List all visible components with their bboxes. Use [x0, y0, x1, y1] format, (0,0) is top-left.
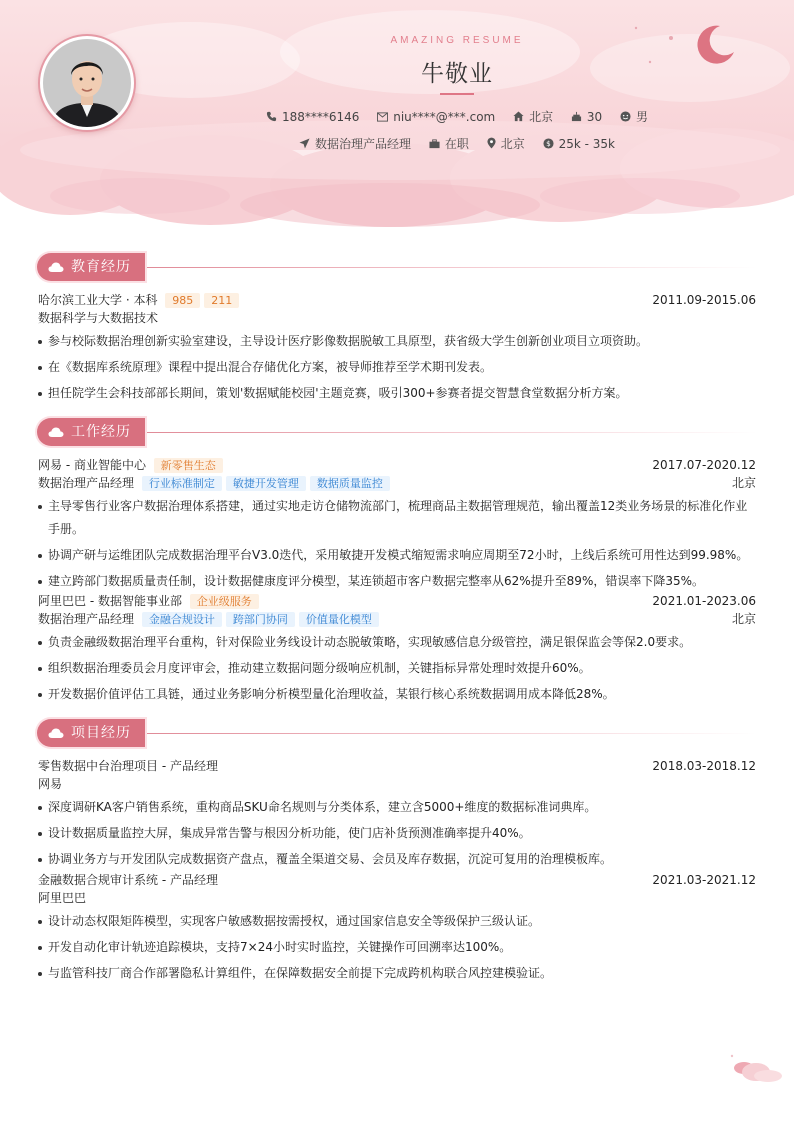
work-period: 2017.07-2020.12 — [652, 458, 756, 472]
bullet-item: 与监管科技厂商合作部署隐私计算组件，在保障数据安全前提下完成跨机构联合风控建模验证。 — [38, 962, 756, 985]
email-value: niu****@***.com — [393, 110, 496, 124]
skill-tag: 跨部门协同 — [226, 612, 295, 627]
cloud-icon — [48, 262, 64, 272]
section-title: 项目经历 — [71, 725, 131, 741]
education-bullets — [38, 330, 756, 405]
project-entry — [38, 871, 756, 985]
resume-header — [0, 0, 794, 232]
company-name: 网易 - 商业智能中心 — [38, 458, 146, 472]
smile-icon — [620, 111, 631, 122]
work-bullets — [38, 631, 756, 706]
section-work-header — [37, 418, 757, 448]
candidate-name: 牛敬业 — [421, 61, 493, 87]
bullet-item: 组织数据治理委员会月度评审会，推动建立数据问题分级响应机制，关键指标异常处理时效提升60%。 — [38, 657, 756, 680]
project-period: 2021.03-2021.12 — [652, 873, 756, 887]
city-item — [513, 108, 553, 125]
skill-tag: 价值量化模型 — [299, 612, 379, 627]
work-entry — [38, 456, 756, 593]
project-org-row — [38, 775, 756, 793]
section-title: 工作经历 — [71, 424, 131, 440]
skill-tag: 敏捷开发管理 — [226, 476, 306, 491]
project-period: 2018.03-2018.12 — [652, 759, 756, 773]
project-title-row — [38, 871, 756, 889]
cake-icon — [571, 111, 582, 122]
section-divider — [147, 733, 757, 734]
section-projects-header — [37, 719, 757, 749]
bullet-item: 在《数据库系统原理》课程中提出混合存储优化方案，被导师推荐至学术期刊发表。 — [38, 356, 756, 379]
svg-text:$: $ — [545, 139, 551, 149]
salary-value: 25k - 35k — [558, 137, 615, 151]
status-value: 在职 — [444, 137, 469, 151]
section-pill — [37, 253, 145, 281]
section-divider — [147, 267, 757, 268]
cloud-icon — [48, 427, 64, 437]
section-pill — [37, 418, 145, 446]
mail-icon — [377, 112, 388, 122]
home-icon — [513, 111, 524, 122]
project-bullets — [38, 796, 756, 871]
education-entry — [38, 291, 756, 405]
industry-tag: 新零售生态 — [154, 458, 223, 473]
job-intention-row — [0, 135, 794, 152]
bullet-item: 建立跨部门数据质量责任制，设计数据健康度评分模型，某连锁超市客户数据完整率从62%提升至89%，错误率下降35%。 — [38, 570, 756, 593]
phone-icon — [266, 111, 277, 122]
status-item — [429, 135, 469, 152]
project-title: 零售数据中台治理项目 - 产品经理 — [38, 759, 218, 773]
skill-tag: 金融合规设计 — [142, 612, 222, 627]
bullet-item: 深度调研KA客户销售系统，重构商品SKU命名规则与分类体系，建立含5000+维度的数据标准词典库。 — [38, 796, 756, 819]
salary-item — [543, 137, 615, 151]
phone-item — [266, 110, 359, 124]
project-entry — [38, 757, 756, 871]
project-title-row — [38, 757, 756, 775]
money-icon — [543, 138, 554, 149]
contact-info-row — [0, 108, 794, 125]
section-pill — [37, 719, 145, 747]
project-org: 阿里巴巴 — [38, 891, 87, 905]
email-item — [377, 110, 495, 124]
role: 数据治理产品经理 — [38, 476, 135, 490]
target-city-value: 北京 — [500, 137, 525, 151]
skill-tag: 行业标准制定 — [142, 476, 222, 491]
bullet-item: 参与校际数据治理创新实验室建设，主导设计医疗影像数据脱敏工具原型，获省级大学生创新创业项目立项资助。 — [38, 330, 756, 353]
major: 数据科学与大数据技术 — [38, 311, 159, 325]
decorative-cloud-icon — [728, 1054, 784, 1086]
target-city-item — [487, 135, 525, 152]
company-name: 阿里巴巴 - 数据智能事业部 — [38, 594, 182, 608]
send-icon — [299, 138, 310, 149]
briefcase-icon — [429, 139, 440, 149]
education-school-row — [38, 291, 756, 309]
education-major-row — [38, 309, 756, 327]
bullet-item: 负责金融级数据治理平台重构，针对保险业务线设计动态脱敏策略，实现敏感信息分级管控，满足银保监会等保2.0要求。 — [38, 631, 756, 654]
cloud-icon — [48, 728, 64, 738]
industry-tag: 企业级服务 — [190, 594, 259, 609]
work-company-row — [38, 456, 756, 474]
name-underline — [440, 93, 474, 95]
project-title: 金融数据合规审计系统 - 产品经理 — [38, 873, 218, 887]
work-role-row — [38, 474, 756, 492]
education-period: 2011.09-2015.06 — [652, 293, 756, 307]
bullet-item: 协调产研与运维团队完成数据治理平台V3.0迭代，采用敏捷开发模式缩短需求响应周期至72小时，上线后系统可用性达到99.98%。 — [38, 544, 756, 567]
project-org-row — [38, 889, 756, 907]
gender-item — [620, 108, 648, 125]
target-position-item — [299, 135, 411, 152]
phone-value: 188****6146 — [281, 110, 360, 124]
resume-subtitle: AMAZING RESUME — [390, 35, 524, 46]
bullet-item: 协调业务方与开发团队完成数据资产盘点，覆盖全渠道交易、会员及库存数据，沉淀可复用的治理模板库。 — [38, 848, 756, 871]
city-value: 北京 — [529, 110, 554, 124]
school-tag: 985 — [165, 293, 200, 308]
project-bullets — [38, 910, 756, 985]
skill-tag: 数据质量监控 — [310, 476, 390, 491]
target-position-value: 数据治理产品经理 — [315, 137, 412, 151]
project-org: 网易 — [38, 777, 63, 791]
section-title: 教育经历 — [71, 259, 131, 275]
work-location: 北京 — [731, 476, 756, 490]
bullet-item: 主导零售行业客户数据治理体系搭建，通过实地走访仓储物流部门，梳理商品主数据管理规范，输出覆盖12类业务场景的标准化作业手册。 — [38, 495, 756, 541]
work-location: 北京 — [731, 612, 756, 626]
location-pin-icon — [487, 137, 496, 149]
bullet-item: 开发自动化审计轨迹追踪模块，支持7×24小时实时监控，关键操作可回溯率达100%。 — [38, 936, 756, 959]
bullet-item: 开发数据价值评估工具链，通过业务影响分析模型量化治理收益，某银行核心系统数据调用成本降低28%。 — [38, 683, 756, 706]
role: 数据治理产品经理 — [38, 612, 135, 626]
work-bullets — [38, 495, 756, 593]
work-entry — [38, 592, 756, 706]
bullet-item: 担任院学生会科技部部长期间，策划'数据赋能校园'主题竞赛，吸引300+参赛者提交智慧食堂数据分析方案。 — [38, 382, 756, 405]
school-name: 哈尔滨工业大学 · 本科 — [38, 293, 158, 307]
age-item — [571, 110, 602, 124]
age-value: 30 — [586, 110, 603, 124]
work-role-row — [38, 610, 756, 628]
section-education-header — [37, 253, 757, 283]
school-tag: 211 — [204, 293, 239, 308]
bullet-item: 设计动态权限矩阵模型，实现客户敏感数据按需授权，通过国家信息安全等级保护三级认证。 — [38, 910, 756, 933]
work-company-row — [38, 592, 756, 610]
section-divider — [147, 432, 757, 433]
bullet-item: 设计数据质量监控大屏，集成异常告警与根因分析功能，使门店补货预测准确率提升40%。 — [38, 822, 756, 845]
work-period: 2021.01-2023.06 — [652, 594, 756, 608]
gender-value: 男 — [636, 110, 649, 124]
